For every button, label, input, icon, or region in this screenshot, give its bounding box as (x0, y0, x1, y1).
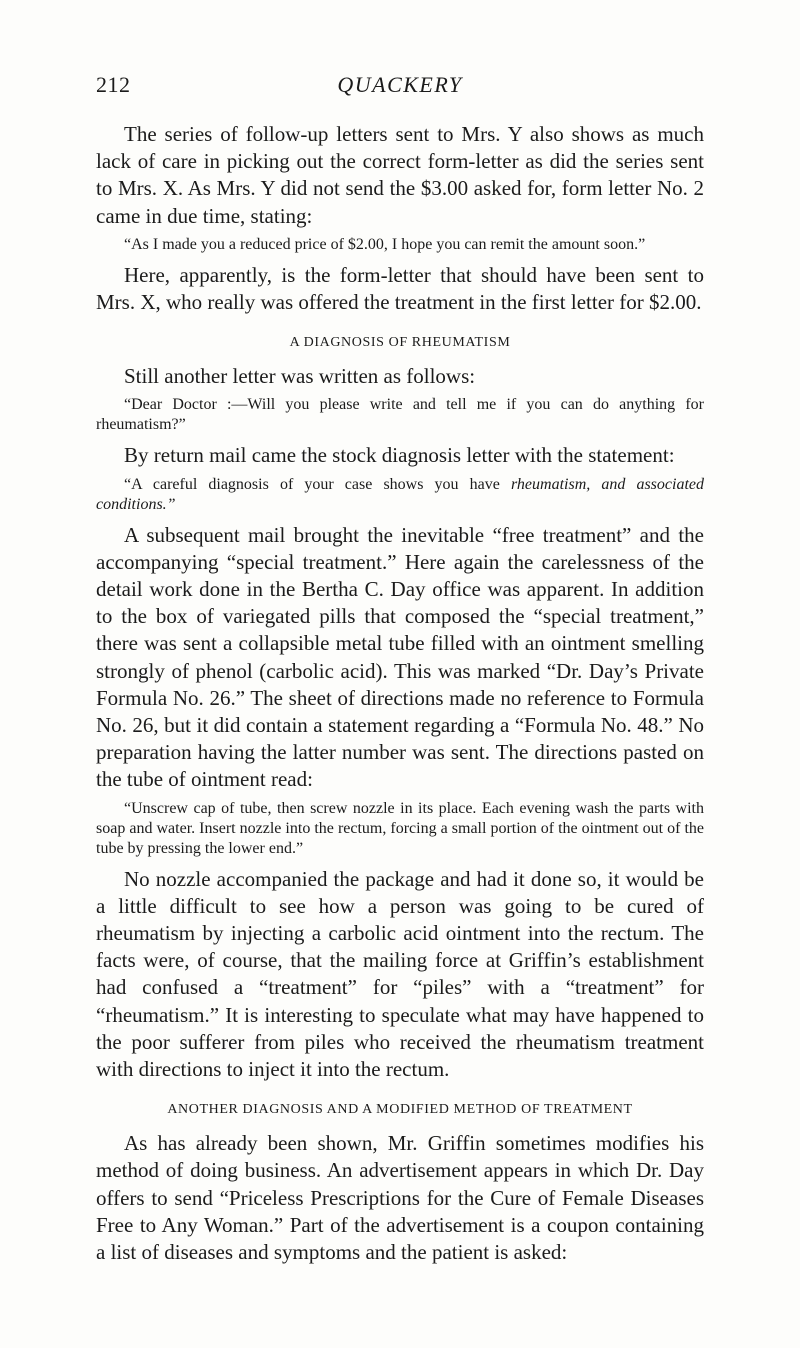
paragraph-another-letter: Still another letter was written as follows: (124, 364, 476, 389)
page-body (96, 121, 704, 1266)
paragraph-advertisement: As has already been shown, Mr. Griffin sometimes modifies his method of doing business. An advertisement appears in which Dr. Day offers to send “Priceless Prescriptions for the Cure of Female Diseases Free to Any Woman.” Part of the advertisement is a coupon containing a list of diseases and symptoms and the patient is asked: (96, 1131, 704, 1265)
paragraph-no-nozzle: No nozzle accompanied the package and had it done so, it would be a little difficult to see how a person was going to be cured of rheumatism by injecting a carbolic acid ointment into the rectum. The facts were, of course, that the mailing force at Griffin’s establishment had confused a “treatment” for “piles” with a “treatment” for “rheumatism.” It is interesting to speculate what may have happened to the poor sufferer from piles who received the rheumatism treatment with directions to inject it into the rectum. (96, 866, 704, 1082)
quote-reduced-price: “As I made you a reduced price of $2.00, I hope you can remit the amount soon.” (124, 235, 646, 253)
page-number: 212 (96, 72, 131, 97)
quote-careful-diagnosis (96, 475, 704, 515)
quote-diagnosis-italic: rheumatism, and associated conditions.” (96, 475, 705, 513)
section-heading-modified-method: ANOTHER DIAGNOSIS AND A MODIFIED METHOD OF TREATMENT (167, 1102, 633, 1118)
paragraph-mrs-y-letters: The series of follow-up letters sent to Mrs. Y also shows as much lack of care in picking out the correct form-letter as did the series sent to Mrs. X. As Mrs. Y did not send the $3.00 asked for, form letter No. 2 came in due time, stating: (96, 122, 704, 228)
quote-dear-doctor: “Dear Doctor :—Will you please write and tell me if you can do anything for rheumatism?” (96, 396, 704, 434)
section-heading-rheumatism-diagnosis: A DIAGNOSIS OF RHEUMATISM (289, 335, 511, 351)
paragraph-form-letter: Here, apparently, is the form-letter that should have been sent to Mrs. X, who really was offered the treatment in the first letter for $2.00. (96, 262, 704, 315)
quote-diagnosis-lead: “A careful diagnosis of your case shows you have (124, 475, 511, 493)
quote-tube-directions: “Unscrew cap of tube, then screw nozzle in its place. Each evening wash the parts with soap and water. Insert nozzle into the rectum, forcing a small portion of the ointment out of the tube by pressing the lower end.” (96, 799, 704, 857)
paragraph-free-treatment: A subsequent mail brought the inevitable “free treatment” and the accompanying “special treatment.” Here again the carelessness of the detail work done in the Bertha C. Day office was apparent. In addition to the box of variegated pills that composed the “special treatment,” there was sent a collapsible metal tube filled with an ointment smelling strongly of phenol (carbolic acid). This was marked “Dr. Day’s Private Formula No. 26.” The sheet of directions made no reference to Formula No. 26, but it did contain a statement regarding a “Formula No. 48.” No preparation having the latter number was sent. The directions pasted on the tube of ointment read: (96, 522, 704, 792)
paragraph-return-mail: By return mail came the stock diagnosis letter with the statement: (124, 443, 675, 468)
page-header (96, 72, 704, 106)
running-head: QUACKERY (337, 72, 463, 97)
